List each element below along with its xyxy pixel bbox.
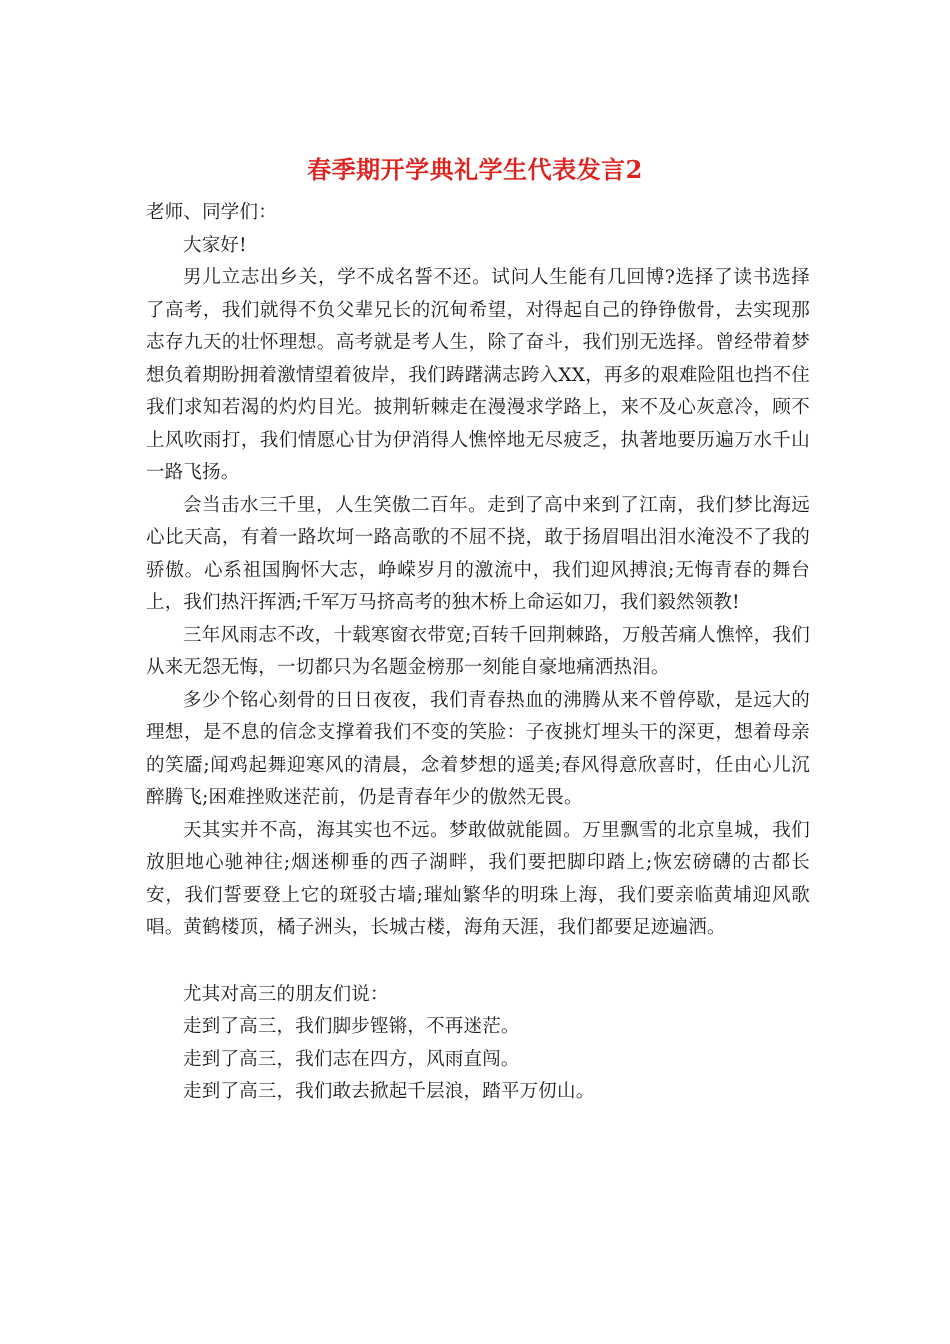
paragraph: 多少个铭心刻骨的日日夜夜，我们青春热血的沸腾从来不曾停歇，是远大的理想，是不息的信念支撑着我们不变的笑脸：子夜挑灯埋头干的深更，想着母亲的笑靥;闻鸡起舞迎寒风的清晨，念着梦想的遥美;春风得意欣喜时，任由心儿沉醉腾飞;困难挫败迷茫前，仍是青春年少的傲然无畏。 [146, 689, 810, 808]
closing-line: 走到了高三，我们脚步铿锵，不再迷茫。 [183, 1016, 520, 1037]
closing-line: 走到了高三，我们志在四方，风雨直闯。 [183, 1048, 520, 1070]
closing-line: 走到了高三，我们敢去掀起千层浪，踏平万仞山。 [183, 1081, 595, 1102]
paragraph: 天其实并不高，海其实也不远。梦敢做就能圆。万里飘雪的北京皇城，我们放胆地心驰神往;烟迷柳垂的西子湖畔，我们要把脚印踏上;恢宏磅礴的古都长安，我们誓要登上它的斑驳古墙;璀灿繁华的明珠上海，我们要亲临黄埔迎风歌唱。黄鹤楼顶，橘子洲头，长城古楼，海角天涯，我们都要足迹遍洒。 [146, 819, 810, 938]
paragraph: 会当击水三千里，人生笑傲二百年。走到了高中来到了江南，我们梦比海远心比天高，有着一路坎坷一路高歌的不屈不挠，敢于扬眉唱出泪水淹没不了我的骄傲。心系祖国胸怀大志，峥嵘岁月的激流中，我们迎风搏浪;无悔青春的舞台上，我们热汗挥洒;千军万马挤高考的独木桥上命运如刀，我们毅然领教! [146, 494, 810, 613]
document-title: 春季期开学典礼学生代表发言2 [307, 155, 643, 184]
closing-intro: 尤其对高三的朋友们说： [183, 983, 389, 1005]
paragraph: 三年风雨志不改，十载寒窗衣带宽;百转千回荆棘路，万般苦痛人憔悴，我们从来无怨无悔，一切都只为名题金榜那一刻能自豪地痛洒热泪。 [146, 624, 810, 678]
paragraph-gap [146, 945, 810, 979]
document-body [146, 197, 810, 1109]
paragraph: 男儿立志出乡关，学不成名誓不还。试问人生能有几回博?选择了读书选择了高考，我们就得不负父辈兄长的沉甸希望，对得起自己的铮铮傲骨，去实现那志存九天的壮怀理想。高考就是考人生，除了奋斗，我们别无选择。曾经带着梦想负着期盼拥着激情望着彼岸，我们踌躇满志跨入XX，再多的艰难险阻也挡不住我们求知若渴的灼灼目光。披荆斩棘走在漫漫求学路上，来不及心灰意冷，顾不上风吹雨打，我们情愿心甘为伊消得人憔悴地无尽疲乏，执著地要历遍万水千山一路飞扬。 [146, 267, 810, 483]
greeting: 大家好! [183, 234, 247, 256]
salutation: 老师、同学们： [146, 202, 277, 223]
